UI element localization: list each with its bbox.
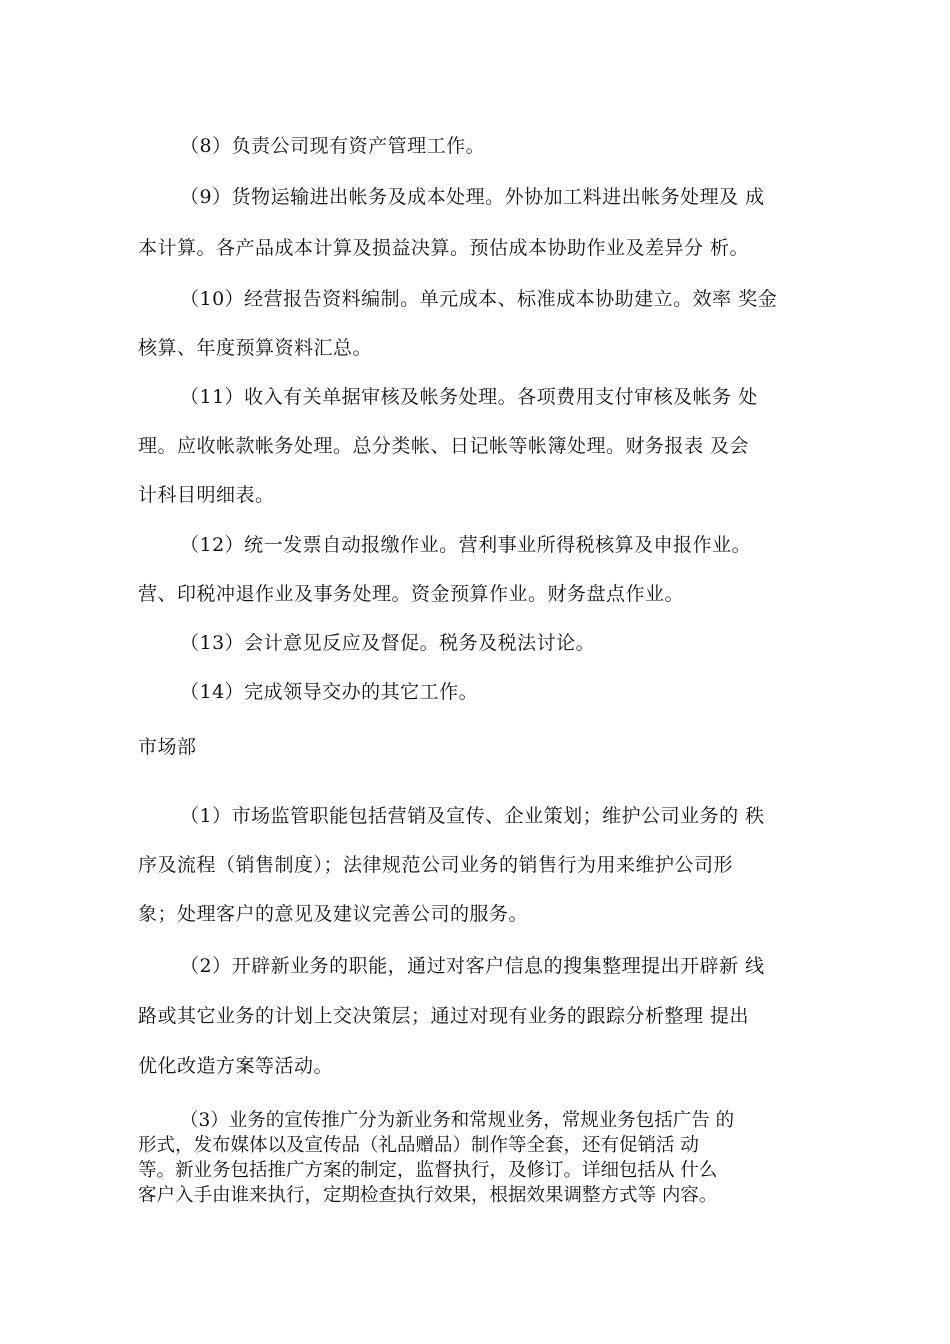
paragraph-11-line-2: 理。应收帐款帐务处理。总分类帐、日记帐等帐簿处理。财务报表 及会: [138, 435, 750, 457]
paragraph-12-line-2: 营、印税冲退作业及事务处理。资金预算作业。财务盘点作业。: [138, 583, 685, 605]
paragraph-10-line-2: 核算、年度预算资料汇总。: [138, 337, 373, 359]
paragraph-9-line-2: 本计算。各产品成本计算及损益决算。预估成本协助作业及差异分 析。: [138, 237, 750, 259]
market-paragraph-2-line-2: 路或其它业务的计划上交决策层；通过对现有业务的跟踪分析整理 提出: [138, 1005, 750, 1027]
paragraph-9-line-1: （9）货物运输进出帐务及成本处理。外协加工料进出帐务处理及 成: [180, 186, 765, 208]
paragraph-10-line-1: （10）经营报告资料编制。单元成本、标准成本协助建立。效率 奖金: [180, 288, 778, 310]
paragraph-12-line-1: （12）统一发票自动报缴作业。营利事业所得税核算及申报作业。: [180, 534, 752, 556]
paragraph-13-line-1: （13）会计意见反应及督促。税务及税法讨论。: [180, 632, 596, 654]
market-paragraph-2-line-3: 优化改造方案等活动。: [138, 1055, 334, 1077]
market-paragraph-3-line-3: 等。新业务包括推广方案的制定，监督执行，及修订。详细包括从 什么: [138, 1160, 718, 1181]
market-paragraph-1-line-2: 序及流程（销售制度）；法律规范公司业务的销售行为用来维护公司形: [138, 854, 734, 876]
paragraph-8-line-1: （8）负责公司现有资产管理工作。: [180, 135, 486, 157]
paragraph-11-line-1: （11）收入有关单据审核及帐务处理。各项费用支付审核及帐务 处: [180, 386, 758, 408]
market-paragraph-2-line-1: （2）开辟新业务的职能，通过对客户信息的搜集整理提出开辟新 线: [180, 955, 765, 977]
section-heading: 市场部: [138, 736, 197, 758]
market-paragraph-3-line-2: 形式，发布媒体以及宣传品（礼品赠品）制作等全套，还有促销活 动: [138, 1135, 699, 1156]
market-paragraph-3-line-1: （3）业务的宣传推广分为新业务和常规业务，常规业务包括广告 的: [180, 1110, 735, 1131]
market-paragraph-3-line-4: 客户入手由谁来执行，定期检查执行效果，根据效果调整方式等 内容。: [138, 1185, 718, 1206]
market-paragraph-1-line-3: 象；处理客户的意见及建议完善公司的服务。: [138, 903, 529, 925]
paragraph-11-line-3: 计科目明细表。: [138, 484, 275, 506]
paragraph-14-line-1: （14）完成领导交办的其它工作。: [180, 681, 479, 703]
market-paragraph-1-line-1: （1）市场监管职能包括营销及宣传、企业策划；维护公司业务的 秩: [180, 805, 765, 827]
